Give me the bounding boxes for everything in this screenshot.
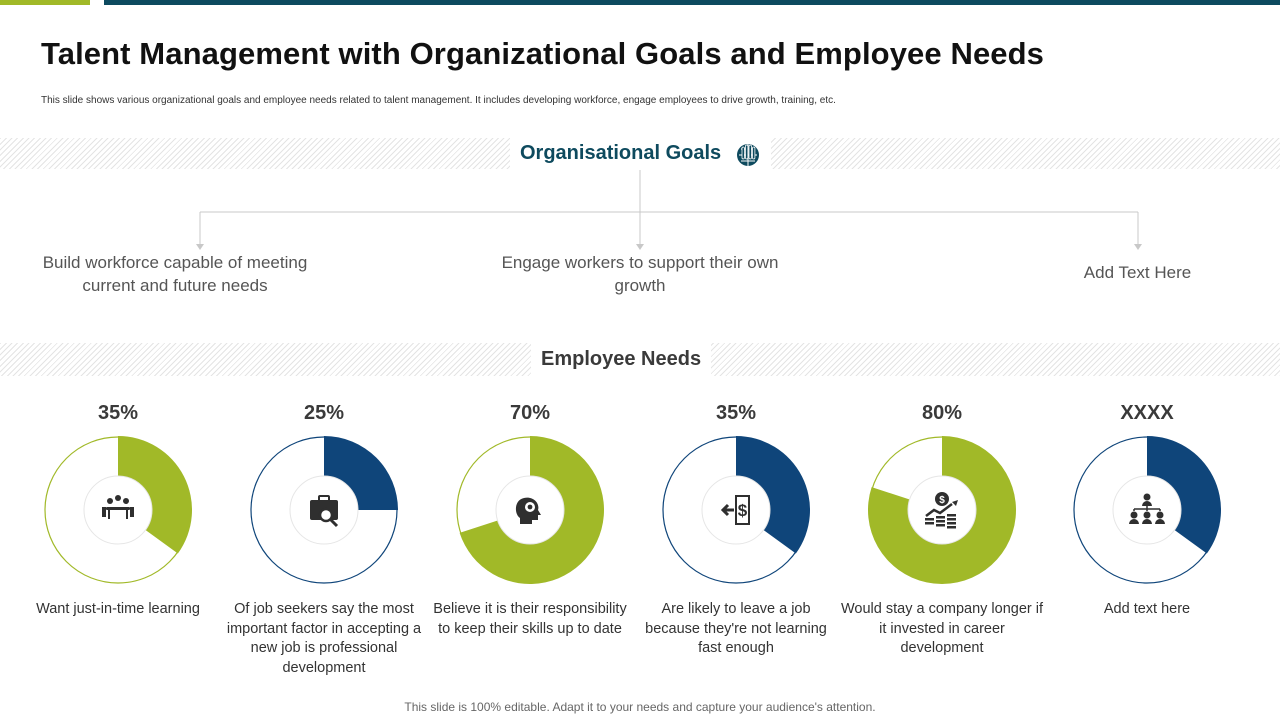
need-percent: 35%: [715, 402, 757, 424]
need-percent: 35%: [97, 402, 139, 424]
need-donut-chart: [862, 430, 1022, 590]
need-donut-chart: [38, 430, 198, 590]
need-percent: 80%: [921, 402, 963, 424]
need-description: Believe it is their responsibility to keep their skills up to date: [433, 601, 627, 637]
need-item: [221, 396, 427, 676]
svg-text:$: $: [737, 501, 748, 520]
need-donut-chart: [450, 430, 610, 590]
slide-title: Talent Management with Organizational Goals and Employee Needs: [41, 36, 1044, 71]
goal-item: Add Text Here: [1083, 263, 1192, 282]
needs-header-band: [0, 343, 1280, 376]
goals-connector-lines: [0, 170, 1280, 252]
top-accent-bar-navy: [104, 0, 1280, 5]
need-item: [633, 396, 839, 656]
goals-heading-wrap: [510, 138, 771, 169]
need-donut-chart: [1067, 430, 1227, 590]
need-donut-chart: [656, 430, 816, 590]
need-item: [839, 396, 1045, 656]
need-percent: 25%: [303, 402, 345, 424]
top-accent-bar-green: [0, 0, 90, 5]
goal-item: Engage workers to support their own growth: [501, 253, 779, 295]
need-percent: XXXX: [1120, 402, 1174, 424]
need-description: Want just-in-time learning: [36, 601, 200, 617]
footer-note: This slide is 100% editable. Adapt it to your needs and capture your audience's attention.: [404, 700, 876, 714]
globe-hands-icon: [735, 141, 761, 167]
need-percent: 70%: [509, 402, 551, 424]
svg-text:$: $: [939, 495, 945, 506]
need-item: [427, 396, 633, 637]
need-description: Add text here: [1103, 601, 1191, 617]
need-item: [1044, 396, 1250, 617]
needs-heading: Employee Needs: [531, 343, 711, 376]
goals-header-band: [0, 138, 1280, 169]
need-description: Would stay a company longer if it invested in career development: [840, 601, 1044, 656]
need-description: Are likely to leave a job because they're not learning fast enough: [645, 601, 827, 656]
need-donut-chart: [244, 430, 404, 590]
goals-heading: Organisational Goals: [520, 142, 722, 164]
need-description: Of job seekers say the most important factor in accepting a new job is professional development: [226, 601, 422, 676]
goal-item: Build workforce capable of meeting current and future needs: [42, 253, 308, 295]
need-item: [15, 396, 221, 617]
slide-subtitle: This slide shows various organizational goals and employee needs related to talent management. It includes developing workforce, engage employees to drive growth, training, etc.: [41, 95, 836, 106]
